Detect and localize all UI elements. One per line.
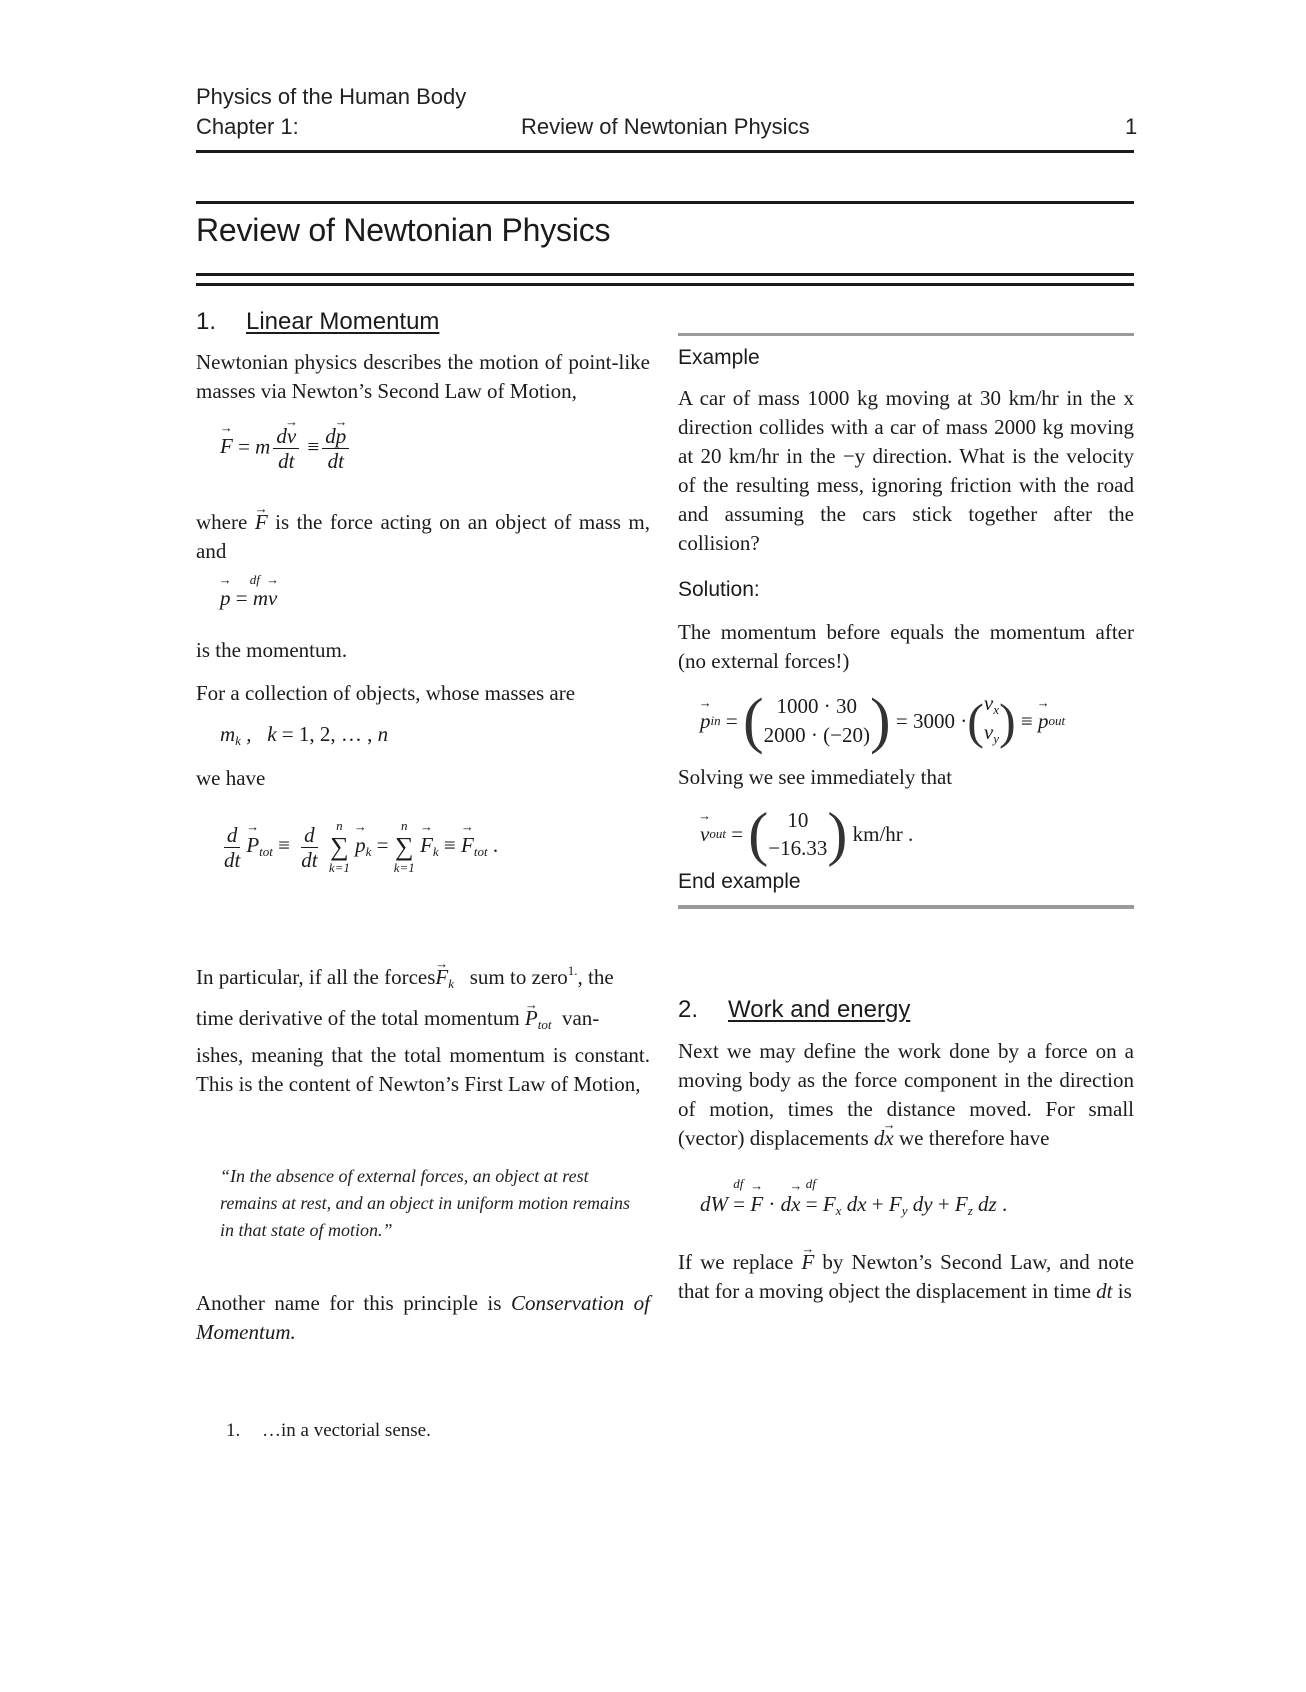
text: dt: [1096, 1279, 1113, 1303]
text: , the: [577, 965, 614, 989]
section2-title: Work and energy: [728, 996, 911, 1023]
text: Next we may define the work done by a force on a moving body as the force component in the direction of motion, times the distance moved. For small (vector) displacements: [678, 1039, 1134, 1150]
work-definition: Next we may define the work done by a force on a moving body as the force component in the direction of motion, times the distance moved. For small (vector) displacements d→ x we therefore have: [678, 1037, 1134, 1153]
text: If we replace: [678, 1250, 794, 1274]
time-derivative-line: time derivative of the total momentum → $P_{tot}$ van-: [196, 1004, 650, 1039]
replace-force-text: If we replace → F by Newton’s Second Law, and note that for a moving object the displacement in time dt is: [678, 1248, 1134, 1306]
text: is: [1117, 1279, 1132, 1303]
force-definition: where → F is the force acting on an object of mass m, and: [196, 508, 650, 566]
page-number: 1: [1125, 114, 1138, 139]
example-rule-bottom: [678, 905, 1134, 909]
velocity-x: 10: [787, 808, 809, 832]
paragraph: Newtonian physics describes the motion of point-like masses via Newton’s Second Law of Motion,: [196, 350, 650, 403]
we-have-text: we have: [196, 766, 266, 790]
header-rule: [196, 150, 1134, 153]
emphasis: Conservation of Momentum.: [196, 1291, 651, 1344]
chapter-label: Chapter 1:: [196, 114, 299, 139]
text: van-: [561, 1006, 600, 1030]
text: Another name for this principle is: [196, 1291, 502, 1315]
solution-text: The momentum before equals the momentum after (no external forces!): [678, 620, 1134, 673]
section1-title: Linear Momentum: [246, 308, 440, 335]
equation-newton-second-law: → F = m $\frac{d\to v}{dt}$ ≡ $\frac{d\to p}{dt}$: [220, 424, 352, 473]
book-title: Physics of the Human Body: [196, 84, 467, 109]
footnote-text: …in a vectorial sense.: [262, 1420, 431, 1441]
footnote-number: 1.: [226, 1420, 241, 1441]
velocity-y: −16.33: [768, 836, 828, 860]
text: where: [196, 510, 248, 534]
title-rule-bottom-1: [196, 273, 1134, 276]
forces-sum-line: In particular, if all the forces→ $F_k$ sum to zero$^{1.}$, the: [196, 956, 650, 998]
solution-label: Solution:: [678, 578, 760, 601]
matrix-cell: 2000 · (−20): [763, 723, 870, 747]
velocity-unit: km/hr .: [852, 821, 914, 846]
section1-intro: [196, 348, 650, 406]
text: In particular, if all the forces: [196, 965, 436, 989]
example-rule-top: [678, 333, 1134, 336]
text: by Newton’s Second Law, and note that for a moving object the displacement in time: [678, 1250, 1134, 1303]
chapter-title: Review of Newtonian Physics: [521, 114, 810, 139]
equation-velocity-result: → v out = ( 10 −16.33 ) km/hr .: [700, 804, 913, 864]
section2-number: 2.: [678, 996, 699, 1023]
title-rule-bottom-2: [196, 283, 1134, 286]
text: time derivative of the total momentum: [196, 1006, 520, 1030]
equation-momentum: → p df = m→ v: [220, 586, 277, 611]
conservation-text: [196, 1289, 650, 1347]
example-label: Example: [678, 346, 760, 369]
example-problem: A car of mass 1000 kg moving at 30 km/hr in the x direction collides with a car of mass 2000 kg moving at 20 km/hr in the −y direction. What is the velocity of the resulting mess, ignoring friction with the road and assuming the cars stick together after the collision?: [678, 386, 1134, 555]
page-title: Review of Newtonian Physics: [196, 212, 611, 248]
momentum-caption: is the momentum.: [196, 638, 348, 662]
total-mass: 3000 ·: [912, 708, 968, 733]
first-law-intro: ishes, meaning that the total momentum is constant. This is the content of Newton’s First Law of Motion,: [196, 1043, 650, 1096]
matrix-cell: 1000 · 30: [776, 694, 858, 718]
equation-masses: $m_k$ , k = 1, 2, … , n: [220, 722, 389, 748]
collection-text: For a collection of objects, whose masses are: [196, 681, 576, 705]
equation-total-momentum: $\frac{d}{dt}$ → $P_{tot}$ ≡ $\frac{d}{dt}$ n ∑ k=1 → $p_k$ = n ∑ k=1 → $F_k$ ≡ → $F_{tot}$ .: [218, 818, 498, 876]
equation-work: dW df = → F · d→ x df = $F_x$ dx + $F_y$ dy + $F_z$ dz .: [700, 1192, 1007, 1219]
first-law-quote: “In the absence of external forces, an object at rest remains at rest, and an object in uniform motion remains in that state of motion.”: [220, 1166, 630, 1240]
text: we therefore have: [899, 1126, 1050, 1150]
end-example-label: End example: [678, 870, 801, 893]
equation-momentum-conservation: → p in = ( 1000 · 30 2000 · (−20) ) = 3000 · ( $v_x$ $v_y$ ) ≡ → p out: [700, 690, 1065, 752]
text: is the force acting on an object of mass m, and: [196, 510, 651, 563]
solving-text: Solving we see immediately that: [678, 765, 953, 789]
footnote-ref[interactable]: 1.: [567, 963, 578, 978]
text: sum to zero: [469, 965, 568, 989]
section1-number: 1.: [196, 308, 217, 335]
title-rule-top: [196, 201, 1134, 204]
